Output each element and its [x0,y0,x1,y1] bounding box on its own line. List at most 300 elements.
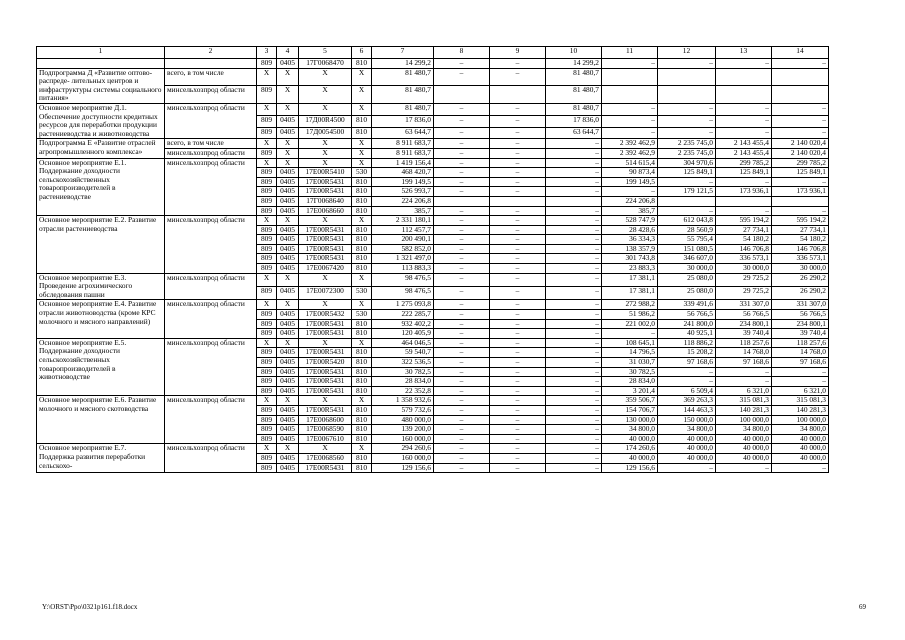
value-cell: 40 000,0 [772,434,829,444]
value-cell: 809 [257,463,277,473]
value-cell: – [658,127,716,139]
value-cell: 118 257,6 [772,338,829,348]
value-cell: – [546,187,602,197]
table-row [37,338,829,348]
value-cell: X [299,396,352,406]
value-cell: – [546,444,602,454]
value-cell: – [434,358,490,368]
value-cell: – [434,367,490,377]
value-cell: X [299,273,352,286]
table-row [37,68,829,86]
value-cell: 17 381,1 [602,273,658,286]
value-cell: 579 732,6 [372,405,434,415]
value-cell: – [434,463,490,473]
value-cell: 17Е00R5431 [299,463,352,473]
value-cell: 17 836,0 [546,115,602,127]
value-cell: – [490,310,546,320]
value-cell: 322 536,5 [372,358,434,368]
value-cell: 138 357,9 [602,244,658,254]
value-cell: X [352,86,372,104]
value-cell [658,68,716,86]
value-cell: 17Е00R5420 [299,358,352,368]
value-cell: 81 480,7 [546,103,602,115]
value-cell: 28 428,6 [602,225,658,235]
value-cell: – [490,177,546,187]
value-cell: X [277,338,299,348]
value-cell: 809 [257,177,277,187]
value-cell: 160 000,0 [372,453,434,463]
value-cell: – [546,338,602,348]
value-cell: 17Г0068640 [299,196,352,206]
value-cell: 108 645,1 [602,338,658,348]
responsible-cell: всего, в том числе [165,139,257,149]
value-cell: 17Д00R4500 [299,115,352,127]
value-cell: 336 573,1 [772,254,829,264]
value-cell: – [658,177,716,187]
value-cell: 0405 [277,206,299,216]
value-cell: X [257,444,277,454]
value-cell: 0405 [277,244,299,254]
value-cell: – [434,453,490,463]
value-cell: – [434,115,490,127]
value-cell: 6 321,0 [772,386,829,396]
value-cell: 2 235 745,0 [658,139,716,149]
value-cell: – [772,206,829,216]
budget-table [36,46,829,473]
value-cell: 222 285,7 [372,310,434,320]
value-cell: 809 [257,225,277,235]
value-cell: 315 081,3 [772,396,829,406]
value-cell: – [490,158,546,168]
value-cell: 17Е0067420 [299,264,352,274]
value-cell: – [546,386,602,396]
value-cell: 2 140 020,4 [772,139,829,149]
value-cell: – [716,377,772,387]
value-cell: 17Е0067610 [299,434,352,444]
value-cell: 63 644,7 [372,127,434,139]
responsible-cell: минсельхозпрод области [165,103,257,138]
value-cell: 810 [352,254,372,264]
value-cell: – [546,396,602,406]
responsible-cell: минсельхозпрод области [165,300,257,338]
value-cell: – [772,463,829,473]
value-cell: – [658,103,716,115]
value-cell: X [277,300,299,310]
value-cell: – [546,225,602,235]
table-header-row [37,47,829,59]
value-cell: 612 043,8 [658,216,716,226]
value-cell [772,68,829,86]
table-row [37,59,829,69]
value-cell: 31 030,7 [602,358,658,368]
value-cell: 331 307,0 [772,300,829,310]
value-cell: – [490,338,546,348]
value-cell: 932 402,2 [372,319,434,329]
value-cell: – [490,264,546,274]
value-cell: 1 419 156,4 [372,158,434,168]
value-cell: 34 800,0 [658,425,716,435]
value-cell: – [546,415,602,425]
value-cell: – [490,115,546,127]
value-cell: 56 766,5 [658,310,716,320]
value-cell: – [546,168,602,178]
value-cell: 526 993,7 [372,187,434,197]
value-cell: – [658,206,716,216]
program-name-cell: Подпрограмма Е «Развитие отраслей агропромышленного комплекса» [37,139,165,158]
value-cell: 40 000,0 [716,453,772,463]
value-cell: 173 936,1 [772,187,829,197]
value-cell: 100 000,0 [716,415,772,425]
program-name-cell: Основное мероприятие Е.7. Поддержка развития переработки сельскохо- [37,444,165,473]
value-cell: 17Е0068600 [299,415,352,425]
column-header: 11 [602,47,658,59]
value-cell: 809 [257,377,277,387]
value-cell: 54 180,2 [772,235,829,245]
value-cell: 55 795,4 [658,235,716,245]
value-cell: 17Е00R5431 [299,367,352,377]
value-cell: 17Е00R5431 [299,348,352,358]
value-cell: – [434,386,490,396]
value-cell: 146 706,8 [772,244,829,254]
value-cell: 0405 [277,115,299,127]
value-cell: 0405 [277,264,299,274]
value-cell: 150 000,0 [658,415,716,425]
value-cell: 40 000,0 [772,444,829,454]
value-cell: – [434,287,490,300]
value-cell: 81 480,7 [372,103,434,115]
value-cell: X [257,103,277,115]
value-cell: 54 180,2 [716,235,772,245]
value-cell: 63 644,7 [546,127,602,139]
value-cell: 2 235 745,0 [658,148,716,158]
value-cell: 810 [352,434,372,444]
value-cell [434,196,490,206]
value-cell: 81 480,7 [546,86,602,104]
value-cell: 144 463,3 [658,405,716,415]
value-cell: – [546,177,602,187]
value-cell: 34 800,0 [716,425,772,435]
value-cell: 17Е00R5431 [299,187,352,197]
value-cell: 301 743,8 [602,254,658,264]
value-cell: – [490,103,546,115]
value-cell: 809 [257,453,277,463]
value-cell: – [490,127,546,139]
value-cell: 0405 [277,367,299,377]
value-cell: 130 000,0 [602,415,658,425]
value-cell: X [277,216,299,226]
value-cell: X [257,68,277,86]
value-cell: 97 168,6 [772,358,829,368]
value-cell: – [546,235,602,245]
program-name-cell: Основное мероприятие Е.3. Проведение агрохимического обследования пашни [37,273,165,300]
value-cell: – [434,158,490,168]
value-cell: 30 000,0 [658,264,716,274]
value-cell: 40 000,0 [602,434,658,444]
value-cell: 810 [352,377,372,387]
value-cell: 17Е00R5431 [299,225,352,235]
value-cell: – [434,329,490,339]
value-cell: 294 260,6 [372,444,434,454]
column-header: 9 [490,47,546,59]
value-cell: 272 988,2 [602,300,658,310]
table-row [37,103,829,115]
value-cell: X [352,139,372,149]
program-name-cell: Подпрограмма Д «Развитие оптово- распреде- лительных центров и инфраструктуры системы социального питания» [37,68,165,103]
value-cell: 40 000,0 [716,434,772,444]
value-cell: 0405 [277,415,299,425]
value-cell: 17Е00R5431 [299,319,352,329]
value-cell: 97 168,6 [716,358,772,368]
value-cell: X [352,444,372,454]
value-cell: 0405 [277,177,299,187]
value-cell: X [257,273,277,286]
value-cell: X [277,103,299,115]
value-cell: 129 156,6 [602,463,658,473]
column-header: 5 [299,47,352,59]
value-cell: 385,7 [372,206,434,216]
value-cell: – [716,127,772,139]
value-cell: X [257,139,277,149]
value-cell: 140 281,3 [716,405,772,415]
value-cell: – [658,463,716,473]
value-cell: 809 [257,405,277,415]
value-cell [602,86,658,104]
value-cell: 810 [352,127,372,139]
value-cell: 56 766,5 [716,310,772,320]
column-header: 4 [277,47,299,59]
value-cell: 118 257,6 [716,338,772,348]
value-cell: 14 299,2 [372,59,434,69]
responsible-cell: минсельхозпрод области [165,273,257,300]
value-cell: 17Г0068470 [299,59,352,69]
value-cell: 0405 [277,235,299,245]
value-cell: 0405 [277,386,299,396]
value-cell: – [490,405,546,415]
value-cell: 51 986,2 [602,310,658,320]
value-cell: 0405 [277,453,299,463]
value-cell: 100 000,0 [772,415,829,425]
column-header: 14 [772,47,829,59]
value-cell: – [490,148,546,158]
table-row [37,444,829,454]
value-cell: 809 [257,329,277,339]
value-cell: – [434,377,490,387]
value-cell [716,86,772,104]
value-cell: X [277,68,299,86]
value-cell: 304 970,6 [658,158,716,168]
value-cell: – [490,254,546,264]
value-cell: 34 800,0 [602,425,658,435]
table-row [37,396,829,406]
value-cell: – [490,273,546,286]
value-cell: 0405 [277,329,299,339]
value-cell: 14 299,2 [546,59,602,69]
value-cell: 810 [352,59,372,69]
value-cell: X [299,148,352,158]
value-cell: – [434,348,490,358]
value-cell: 125 849,1 [772,168,829,178]
value-cell: – [716,367,772,377]
value-cell: 0405 [277,348,299,358]
column-header: 2 [165,47,257,59]
value-cell: 810 [352,225,372,235]
value-cell: 17 381,1 [602,287,658,300]
value-cell: – [434,405,490,415]
value-cell: 112 457,7 [372,225,434,235]
value-cell: – [434,338,490,348]
value-cell: 125 849,1 [716,168,772,178]
value-cell: – [434,273,490,286]
value-cell: X [299,68,352,86]
value-cell: X [299,216,352,226]
value-cell: 0405 [277,127,299,139]
value-cell: X [277,273,299,286]
value-cell: X [352,148,372,158]
value-cell: X [352,158,372,168]
responsible-cell: минсельхозпрод области [165,396,257,444]
value-cell: 809 [257,386,277,396]
program-name-cell: Основное мероприятие Е.5. Поддержание доходности сельскохозяйственных товаропроизводителей в животноводстве [37,338,165,396]
value-cell: X [299,86,352,104]
value-cell: 810 [352,386,372,396]
value-cell: 26 290,2 [772,287,829,300]
value-cell: 331 307,0 [716,300,772,310]
value-cell: X [277,139,299,149]
value-cell: – [546,264,602,274]
value-cell: 810 [352,206,372,216]
program-name-cell: Основное мероприятие Е.4. Развитие отрасли животноводства (кроме КРС молочного и мясного направлений) [37,300,165,338]
value-cell: – [546,453,602,463]
value-cell: 2 392 462,9 [602,148,658,158]
value-cell: 17Е0072300 [299,287,352,300]
value-cell: 0405 [277,358,299,368]
value-cell: 30 000,0 [772,264,829,274]
value-cell: 336 573,1 [716,254,772,264]
value-cell: – [434,425,490,435]
value-cell: 17Е0068660 [299,206,352,216]
value-cell: 29 725,2 [716,273,772,286]
value-cell: 468 420,7 [372,168,434,178]
value-cell: 0405 [277,319,299,329]
value-cell: 39 740,4 [772,329,829,339]
responsible-cell: минсельхозпрод области [165,444,257,473]
value-cell [602,68,658,86]
value-cell: 81 480,7 [372,68,434,86]
value-cell: 139 200,0 [372,425,434,435]
value-cell: 39 740,4 [716,329,772,339]
value-cell: X [257,338,277,348]
value-cell: X [299,300,352,310]
table-row [37,158,829,168]
value-cell: X [299,103,352,115]
value-cell: X [299,338,352,348]
value-cell: 6 509,4 [658,386,716,396]
value-cell: 199 149,5 [602,177,658,187]
value-cell: 0405 [277,434,299,444]
value-cell: 224 206,8 [372,196,434,206]
value-cell: – [716,177,772,187]
value-cell: 810 [352,453,372,463]
value-cell: 27 734,1 [716,225,772,235]
value-cell: – [658,367,716,377]
value-cell: 809 [257,367,277,377]
value-cell: 530 [352,310,372,320]
value-cell: 809 [257,148,277,158]
value-cell: – [490,68,546,86]
value-cell: 809 [257,425,277,435]
value-cell: – [490,386,546,396]
value-cell: 595 194,2 [716,216,772,226]
responsible-cell [165,59,257,69]
value-cell: – [434,319,490,329]
value-cell: – [546,329,602,339]
value-cell: 810 [352,115,372,127]
value-cell: 23 883,3 [602,264,658,274]
value-cell: 140 281,3 [772,405,829,415]
value-cell: 200 490,1 [372,235,434,245]
value-cell: 0405 [277,59,299,69]
value-cell: – [434,415,490,425]
value-cell: 810 [352,264,372,274]
value-cell: – [546,310,602,320]
value-cell: 8 911 683,7 [372,139,434,149]
value-cell: – [546,425,602,435]
value-cell [772,86,829,104]
value-cell: – [434,396,490,406]
column-header: 1 [37,47,165,59]
value-cell: – [658,59,716,69]
value-cell: – [490,348,546,358]
value-cell: 339 491,6 [658,300,716,310]
value-cell: 97 168,6 [658,358,716,368]
table-row [37,216,829,226]
value-cell: 40 000,0 [658,434,716,444]
value-cell: 25 080,0 [658,273,716,286]
value-cell: 234 800,1 [716,319,772,329]
value-cell: 809 [257,434,277,444]
value-cell: – [546,300,602,310]
value-cell: – [434,139,490,149]
value-cell: X [257,158,277,168]
value-cell: – [546,377,602,387]
value-cell: 221 002,0 [602,319,658,329]
value-cell: 810 [352,367,372,377]
value-cell: 0405 [277,405,299,415]
value-cell: – [546,405,602,415]
value-cell: – [434,254,490,264]
value-cell: X [299,444,352,454]
value-cell: 809 [257,127,277,139]
value-cell: 14 768,0 [772,348,829,358]
value-cell: 810 [352,244,372,254]
value-cell: 8 911 683,7 [372,148,434,158]
value-cell: 17Е00R5431 [299,254,352,264]
column-header: 7 [372,47,434,59]
value-cell: 17 836,0 [372,115,434,127]
value-cell: 98 476,5 [372,273,434,286]
value-cell: – [434,310,490,320]
value-cell: X [277,396,299,406]
value-cell: – [716,115,772,127]
value-cell: 17Е00R5410 [299,168,352,178]
column-header: 8 [434,47,490,59]
value-cell: 241 800,0 [658,319,716,329]
value-cell [434,86,490,104]
value-cell: 514 615,4 [602,158,658,168]
value-cell: – [434,300,490,310]
value-cell: X [277,86,299,104]
value-cell: 595 194,2 [772,216,829,226]
